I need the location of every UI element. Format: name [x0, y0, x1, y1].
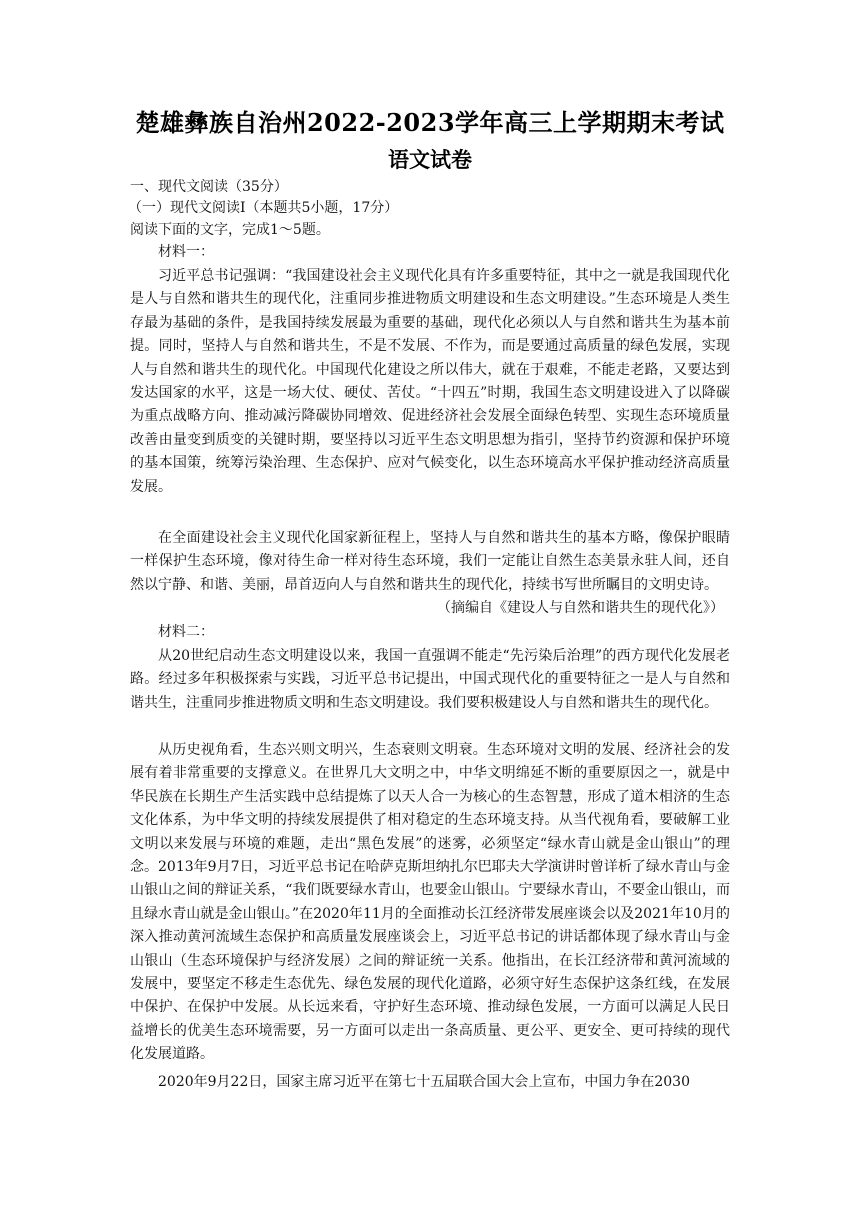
material-2-label: 材料二： — [158, 624, 214, 640]
subsection-heading: （一）现代文阅读Ⅰ（本题共5小题，17分） — [128, 200, 399, 216]
material-1-source: （摘编自《建设人与自然和谐共生的现代化》） — [437, 600, 724, 616]
material-2-paragraph: 2020年9月22日，国家主席习近平在第七十五届联合国大会上宣布，中国力争在2030 — [158, 1074, 690, 1090]
reading-instruction: 阅读下面的文字，完成1～5题。 — [130, 222, 330, 238]
material-1-label: 材料一： — [158, 244, 214, 260]
section-heading: 一、现代文阅读（35分） — [130, 179, 288, 195]
exam-subtitle: 语文试卷 — [388, 147, 472, 172]
material-1-paragraph: 习近平总书记强调：“我国建设社会主义现代化具有许多重要特征，其中之一就是我国现代化是人与自然和谐共生的现代化，注重同步推进物质文明建设和生态文明建设。”生态环境是人类生存最为基础的条件，是我国持续发展最为重要的基础，现代化必须以人与自然和谐共生为基本前提。同时，坚持人与自然和谐共生，不是不发展、不作为，而是要通过高质量的绿色发展，实现人与自然和谐共生的现代化。中国现代化建设之所以伟大，就在于艰难，不能走老路，又要达到发达国家的水平，这是一场大仗、硬仗、苦仗。“十四五”时期，我国生态文明建设进入了以降碳为重点战略方向、推动减污降碳协同增效、促进经济社会发展全面绿色转型、实现生态环境质量改善由量变到质变的关键时期，要坚持以习近平生态文明思想为指引，坚持节约资源和保护环境的基本国策，统筹污染治理、生态保护、应对气候变化，以生态环境高水平保护推动经济高质量发展。 — [130, 268, 730, 495]
material-2-paragraph: 从历史视角看，生态兴则文明兴，生态衰则文明衰。生态环境对文明的发展、经济社会的发展有着非常重要的支撑意义。在世界几大文明之中，中华文明绵延不断的重要原因之一，就是中华民族在长期生产生活实践中总结提炼了以天人合一为核心的生态智慧，形成了道木相济的生态文化体系，为中华文明的持续发展提供了相对稳定的生态环境支持。从当代视角看，要破解工业文明以来发展与环境的难题，走出“黑色发展”的迷雾，必须坚定“绿水青山就是金山银山”的理念。2013年9月7日，习近平总书记在哈萨克斯坦纳扎尔巴耶夫大学演讲时曾详析了绿水青山与金山银山之间的辩证关系，“我们既要绿水青山，也要金山银山。宁要绿水青山，不要金山银山，而且绿水青山就是金山银山。”在2020年11月的全面推动长江经济带发展座谈会以及2021年10月的深入推动黄河流域生态保护和高质量发展座谈会上，习近平总书记的讲话都体现了绿水青山与金山银山（生态环境保护与经济发展）之间的辩证统一关系。他指出，在长江经济带和黄河流域的发展中，要坚定不移走生态优先、绿色发展的现代化道路，必须守好生态保护这条红线，在发展中保护、在保护中发展。从长远来看，守护好生态环境、推动绿色发展，一方面可以满足人民日益增长的优美生态环境需要，另一方面可以走出一条高质量、更公平、更安全、更可持续的现代化发展道路。 — [130, 742, 730, 1063]
exam-title: 楚雄彝族自治州2022-2023学年高三上学期期末考试 — [135, 108, 725, 137]
material-2-paragraph: 从20世纪启动生态文明建设以来，我国一直强调不能走“先污染后治理”的西方现代化发展老路。经过多年积极探索与实践，习近平总书记提出，中国式现代化的重要特征之一是人与自然和谐共生，注重同步推进物质文明和生态文明建设。我们要积极建设人与自然和谐共生的现代化。 — [130, 648, 730, 711]
material-1-paragraph: 在全面建设社会主义现代化国家新征程上，坚持人与自然和谐共生的基本方略，像保护眼睛一样保护生态环境，像对待生命一样对待生态环境，我们一定能让自然生态美景永驻人间，还自然以宁静、和谐、美丽，昂首迈向人与自然和谐共生的现代化，持续书写世所瞩目的文明史诗。 — [130, 530, 730, 593]
